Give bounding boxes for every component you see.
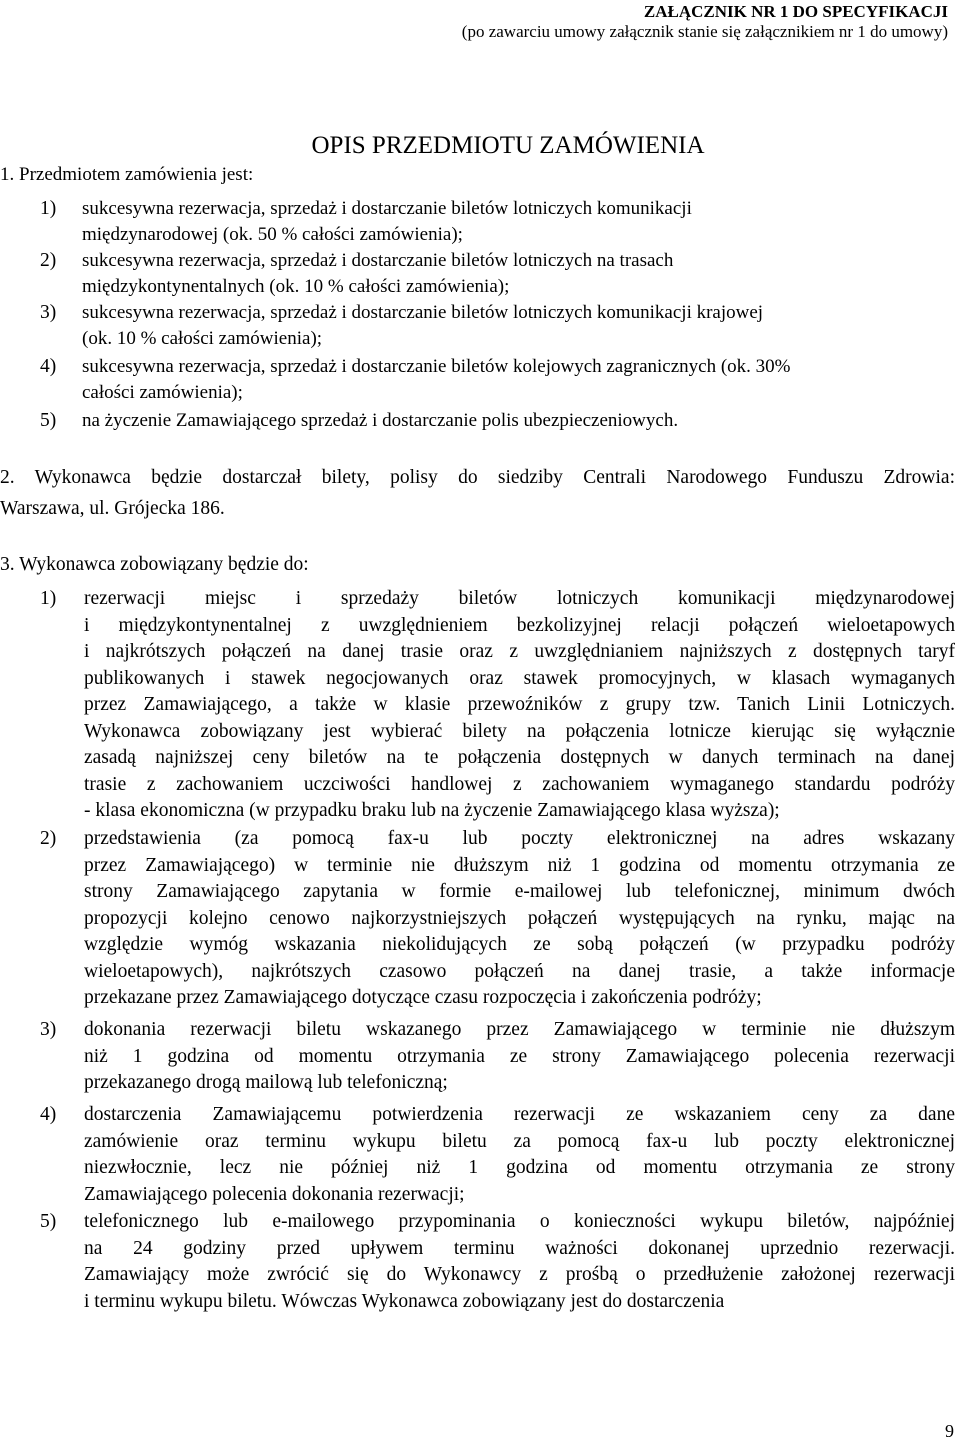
section-2-line: 2. Wykonawca będzie dostarczał bilety, polisy do siedziby Centrali Narodowego Funduszu Zdrowia:	[0, 467, 955, 488]
list-item-number: 5)	[40, 1211, 57, 1232]
section-2-line: Warszawa, ul. Grójecka 186.	[0, 498, 225, 519]
list-item-line: sukcesywna rezerwacja, sprzedaż i dostarczanie biletów lotniczych na trasach	[82, 250, 674, 271]
list-item-line: sukcesywna rezerwacja, sprzedaż i dostarczanie biletów kolejowych zagranicznych (ok. 30%	[82, 356, 791, 377]
list-item-line: przedstawienia (za pomocą fax-u lub poczty elektronicznej na adres wskazany	[84, 828, 955, 849]
list-item-line: (ok. 10 % całości zamówienia);	[82, 328, 323, 349]
list-item-number: 2)	[40, 250, 57, 271]
list-item-line: - klasa ekonomiczna (w przypadku braku lub na życzenie Zamawiającego klasa wyższa);	[84, 800, 780, 821]
attachment-subheader: (po zawarciu umowy załącznik stanie się załącznikiem nr 1 do umowy)	[461, 22, 948, 41]
list-item-line: publikowanych i stawek negocjowanych oraz stawek promocyjnych, w klasach wymaganych	[84, 668, 955, 689]
list-item-number: 5)	[40, 410, 57, 431]
list-item-number: 1)	[40, 588, 57, 609]
list-item-number: 4)	[40, 1104, 57, 1125]
list-item-line: trasie z zachowaniem uczciwości handlowej z zachowaniem wymaganego standardu podróży	[84, 774, 955, 795]
list-item-line: międzykontynentalnych (ok. 10 % całości zamówienia);	[82, 276, 510, 297]
list-item-line: strony Zamawiającego zapytania w formie e-mailowej lub telefonicznej, minimum dwóch	[84, 881, 955, 902]
list-item-line: i terminu wykupu biletu. Wówczas Wykonawca zobowiązany jest do dostarczenia	[84, 1291, 725, 1312]
list-item-line: przekazane przez Zamawiającego dotyczące czasu rozpoczęcia i zakończenia podróży;	[84, 987, 762, 1008]
list-item-line: na życzenie Zamawiającego sprzedaż i dostarczanie polis ubezpieczeniowych.	[82, 410, 679, 431]
list-item-line: dostarczenia Zamawiającemu potwierdzenia rezerwacji ze wskazaniem ceny za dane	[84, 1104, 955, 1125]
list-item-line: względzie wymóg wskazania niekolidujących ze sobą połączeń (w przypadku podróży	[84, 934, 955, 955]
document-title: OPIS PRZEDMIOTU ZAMÓWIENIA	[311, 132, 705, 159]
list-item-line: przekazanego drogą mailową lub telefoniczną;	[84, 1072, 448, 1093]
list-item-line: dokonania rezerwacji biletu wskazanego przez Zamawiającego w terminie nie dłuższym	[84, 1019, 955, 1040]
list-item-line: sukcesywna rezerwacja, sprzedaż i dostarczanie biletów lotniczych komunikacji	[82, 198, 692, 219]
list-item-line: Wykonawca zobowiązany jest wybierać bilety na połączenia lotnicze kierując się wyłącznie	[84, 721, 955, 742]
list-item-line: telefonicznego lub e-mailowego przypominania o konieczności wykupu biletów, najpóźniej	[84, 1211, 955, 1232]
list-item-line: przez Zamawiającego, a także w klasie przewoźników z grupy tzw. Tanich Linii Lotniczych.	[84, 694, 955, 715]
section-1-heading: 1. Przedmiotem zamówienia jest:	[0, 164, 254, 185]
list-item-number: 3)	[40, 1019, 57, 1040]
list-item-number: 4)	[40, 356, 57, 377]
list-item-line: i najkrótszych połączeń na danej trasie oraz z uwzględnianiem najniższych z dostępnych taryf	[84, 641, 955, 662]
list-item-line: przez Zamawiającego) w terminie nie dłuższym niż 1 godzina od momentu otrzymania ze	[84, 855, 955, 876]
list-item-line: wieloetapowych), najkrótszych czasowo połączeń na danej trasie, a także informacje	[84, 961, 955, 982]
list-item-number: 2)	[40, 828, 57, 849]
list-item-line: zamówienie oraz terminu wykupu biletu za pomocą fax-u lub poczty elektronicznej	[84, 1131, 955, 1152]
list-item-number: 3)	[40, 302, 57, 323]
list-item-line: zasadą najniższej ceny biletów na te połączenia dostępnych w danych terminach na danej	[84, 747, 955, 768]
list-item-line: niż 1 godzina od momentu otrzymania ze strony Zamawiającego polecenia rezerwacji	[84, 1046, 955, 1067]
list-item-line: sukcesywna rezerwacja, sprzedaż i dostarczanie biletów lotniczych komunikacji krajowej	[82, 302, 764, 323]
list-item-line: międzynarodowej (ok. 50 % całości zamówienia);	[82, 224, 463, 245]
list-item-line: na 24 godziny przed upływem terminu ważności dokonanej uprzednio rezerwacji.	[84, 1238, 955, 1259]
list-item-line: propozycji kolejno cenowo najkorzystniejszych połączeń występujących na rynku, mając na	[84, 908, 955, 929]
list-item-line: Zamawiającego polecenia dokonania rezerwacji;	[84, 1184, 465, 1205]
section-3-heading: 3. Wykonawca zobowiązany będzie do:	[0, 554, 309, 575]
list-item-line: rezerwacji miejsc i sprzedaży biletów lotniczych komunikacji międzynarodowej	[84, 588, 955, 609]
list-item-number: 1)	[40, 198, 57, 219]
list-item-line: niezwłocznie, lecz nie później niż 1 godzina od momentu otrzymania ze strony	[84, 1157, 955, 1178]
page-number: 9	[945, 1421, 954, 1441]
list-item-line: całości zamówienia);	[82, 382, 243, 403]
list-item-line: i międzykontynentalnej z uwzględnieniem bezkolizyjnej relacji połączeń wieloetapowych	[84, 615, 955, 636]
attachment-header: ZAŁĄCZNIK NR 1 DO SPECYFIKACJI	[643, 2, 948, 21]
list-item-line: Zamawiający może zwrócić się do Wykonawcy z prośbą o przedłużenie założonej rezerwacji	[84, 1264, 955, 1285]
